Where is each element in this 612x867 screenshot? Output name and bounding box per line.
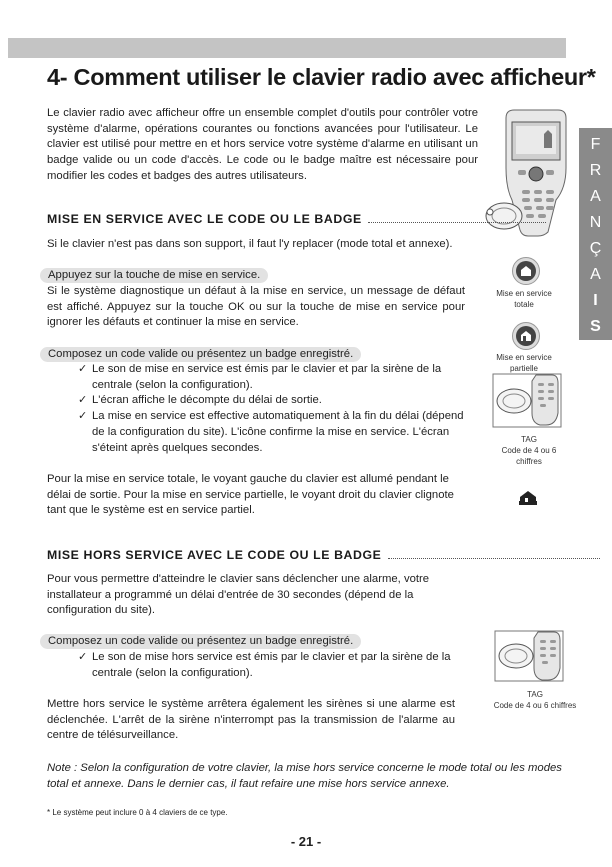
section-heading-disarming: MISE HORS SERVICE AVEC LE CODE OU LE BADGE <box>47 548 600 562</box>
page-title: 4- Comment utiliser le clavier radio avec afficheur* <box>47 64 596 90</box>
check-icon: ✓ <box>78 651 88 663</box>
caption-total: Mise en service totale <box>496 289 552 309</box>
language-tab <box>579 128 612 340</box>
tag-keypad-icon-2 <box>494 630 564 682</box>
lang-letter: Ç <box>589 240 602 257</box>
footnote: * Le système peut inclure 0 à 4 claviers de ce type. <box>47 808 228 817</box>
tag-keypad-icon <box>492 373 562 428</box>
arming-checklist <box>78 362 478 456</box>
check-icon: ✓ <box>78 394 88 407</box>
checklist-item: ✓ Le son de mise en service est émis par le clavier et par la sirène de la centrale (selon la configuration). <box>78 362 478 393</box>
arming-fault-text: Si le système diagnostique un défaut à la mise en service, un message de défaut est affiché. Appuyez sur la touche OK ou sur la touche de mise en service pour ignorer les défauts et continuer la mise en service. <box>47 285 465 329</box>
step-enter-code: Composez un code valide ou présentez un badge enregistré. <box>40 347 361 362</box>
arming-intro: Si le clavier n'est pas dans son support, il faut l'y replacer (mode total et annexe). <box>47 238 453 250</box>
checklist-item: ✓ Le son de mise hors service est émis par le clavier et par la sirène de la centrale (selon la configuration). <box>78 650 478 681</box>
lang-letter: F <box>590 136 601 153</box>
lang-letter: S <box>590 318 601 335</box>
arming-leds-text: Pour la mise en service totale, le voyant gauche du clavier est allumé pendant le délai de sortie. Pour la mise en service partielle, le voyant droit du clavier clignote tant que le système est en service partiel. <box>47 473 454 517</box>
lang-letter: A <box>590 266 601 283</box>
lang-letter: R <box>589 162 602 179</box>
intro-paragraph: Le clavier radio avec afficheur offre un ensemble complet d'outils pour contrôler votre système d'alarme, opérations courantes ou fonctions avancées pour l'utilisateur. Le clavier est utilisé pour mettre en et hors service votre système d'alarme en utilisant un badge valide ou un code d'accès. Le code ou le badge maître est nécessaire pour modifier les codes et badges des autres utilisateurs. <box>47 107 478 182</box>
step-enter-code-disarm: Composez un code valide ou présentez un badge enregistré. <box>40 634 361 649</box>
checklist-item: ✓ La mise en service est effective automatiquement à la fin du délai (dépend de la configuration du site). L'icône confirme la mise en service. L'écran s'éteint après quelques secondes. <box>78 409 478 456</box>
arm-partial-button-icon <box>512 322 540 350</box>
page-number: - 21 - <box>290 834 322 849</box>
disarming-sirens-text: Mettre hors service le système arrêtera également les sirènes si une alarme est déclenchée. L'arrêt de la sirène n'interrompt pas la transmission de l'alarme au centre de télésurveillance. <box>47 698 455 742</box>
lang-letter: N <box>589 214 602 231</box>
note-text: Note : Selon la configuration de votre clavier, la mise hors service concerne le mode total ou les modes total et annexe. Dans le dernier cas, il faut refaire une mise hors service annexe. <box>47 762 562 790</box>
partial-armed-icon <box>519 490 537 506</box>
checklist-item: ✓ L'écran affiche le décompte du délai de sortie. <box>78 393 478 409</box>
check-icon: ✓ <box>78 363 88 375</box>
arm-total-button-icon <box>512 257 540 285</box>
caption-tag-1: TAG Code de 4 ou 6 chiffres <box>501 435 557 466</box>
caption-partial: Mise en service partielle <box>496 353 552 373</box>
caption-tag-2: TAG Code de 4 ou 6 chiffres <box>493 690 577 710</box>
step-press-arm-key: Appuyez sur la touche de mise en service. <box>40 268 268 283</box>
lang-letter: I <box>593 292 598 309</box>
lang-letter: A <box>590 188 601 205</box>
section-heading-arming: MISE EN SERVICE AVEC LE CODE OU LE BADGE <box>47 212 546 226</box>
check-icon: ✓ <box>78 410 88 423</box>
disarming-checklist <box>78 650 478 681</box>
header-bar <box>8 38 566 58</box>
disarming-intro: Pour vous permettre d'atteindre le clavier sans déclencher une alarme, votre installateur a programmé un délai d'entrée de 30 secondes (dépend de la configuration du site). <box>47 573 430 617</box>
